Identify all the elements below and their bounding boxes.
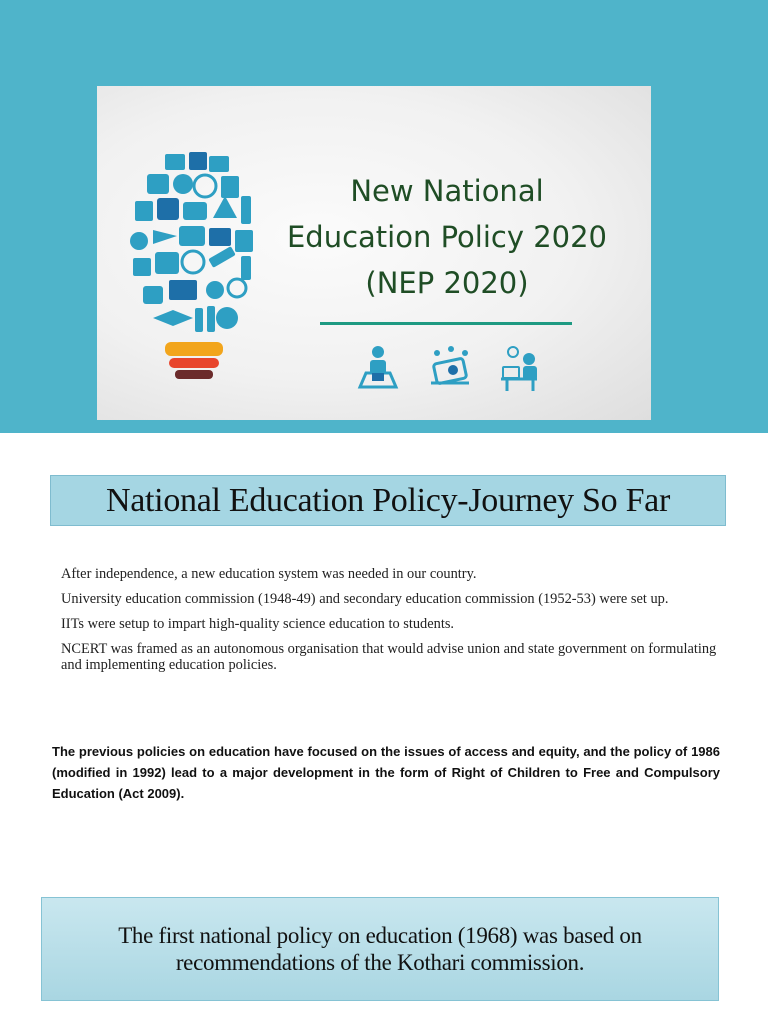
nep-banner-image <box>97 86 651 420</box>
banner-title-line-1: New National <box>350 174 544 208</box>
journey-points <box>61 566 731 682</box>
list-item: IITs were setup to impart high-quality science education to students. <box>61 616 455 632</box>
previous-policies-paragraph: The previous policies on education have focused on the issues of access and equity, and the policy of 1986 (modified in 1992) lead to a major development in the form of Right of Children to Free and Compulsory Education (Act 2009). <box>52 744 720 801</box>
student-computer-icon <box>497 343 549 393</box>
banner-title-line-3: (NEP 2020) <box>365 266 529 300</box>
digital-learning-icon <box>425 343 477 393</box>
education-bulb-icon <box>117 146 262 391</box>
callout-text: The first national policy on education (1968) was based on recommendations of the Kothari commission. <box>118 923 642 975</box>
section-heading: National Education Policy-Journey So Far <box>105 482 670 519</box>
callout-box <box>41 897 719 1001</box>
banner-title-line-2: Education Policy 2020 <box>286 220 608 254</box>
list-item: NCERT was framed as an autonomous organisation that would advise union and state government on formulating and implementing education policies. <box>61 641 717 673</box>
student-reading-icon <box>352 343 404 393</box>
list-item: After independence, a new education system was needed in our country. <box>61 566 477 582</box>
banner-divider <box>320 322 572 325</box>
banner-title <box>277 168 617 306</box>
list-item: University education commission (1948-49) and secondary education commission (1952-53) were set up. <box>61 591 669 607</box>
section-heading-box <box>50 475 726 526</box>
